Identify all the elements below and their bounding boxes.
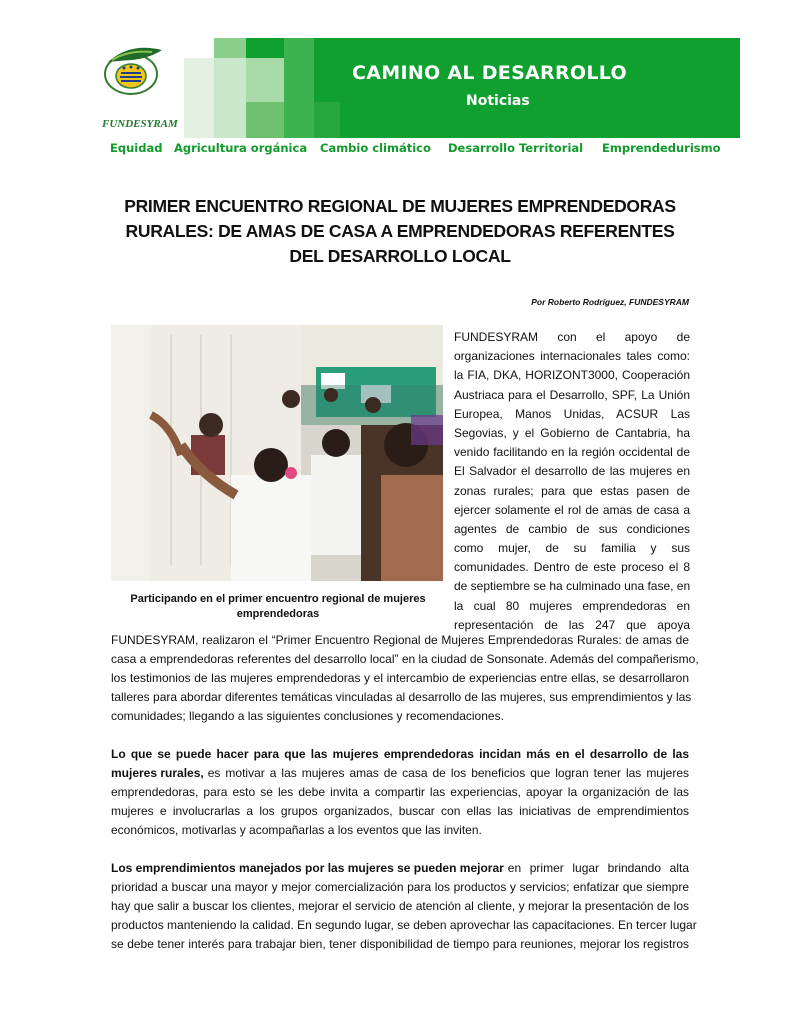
banner-title: CAMINO AL DESARROLLO (352, 62, 627, 84)
text-line: los testimonios de las mujeres emprendedoras y el intercambio de experiencias entre ellas, se desarrollaron (111, 671, 689, 685)
text-line: FUNDESYRAM, realizaron el “Primer Encuentro Regional de Mujeres Emprendedoras Rurales: de amas de (111, 633, 689, 647)
paragraph-intro (111, 631, 699, 726)
paragraph-recommendations (111, 745, 689, 840)
topic-cambio-climatico: Cambio climático (320, 141, 431, 155)
text-span: es motivar a las mujeres amas de casa de los beneficios que logran tener las mujeres (207, 766, 689, 780)
text-line: la cual 80 mujeres emprendedoras en (454, 598, 690, 613)
bold-text: Lo que se puede hacer para que las mujeres emprendedoras incidan más en el desarrollo de las (111, 747, 689, 761)
text-line: organizaciones internacionales tales como: (454, 349, 690, 364)
banner-tile (184, 58, 214, 138)
logo-text: FUNDESYRAM (102, 118, 178, 130)
article-photo (111, 325, 443, 581)
text-line: Segovias, y el Gobierno de Cantabria, ha (454, 425, 690, 440)
fundesyram-logo-icon (100, 40, 184, 100)
text-line: venido facilitando en la región occidental de (454, 445, 690, 460)
photo-caption: Participando en el primer encuentro regional de mujeres emprendedoras (130, 593, 426, 620)
text-line (111, 745, 689, 764)
text-line: Europea, Manos Unidas, ACSUR Las (454, 406, 690, 421)
topic-equidad: Equidad (110, 141, 163, 155)
text-line: Austriaca para el Desarrollo, SPF, La Unión (454, 387, 690, 402)
banner-tile (246, 58, 284, 102)
text-line: comunidades; llegando a las siguientes conclusiones y recomendaciones. (111, 709, 504, 723)
paragraph-improvements (111, 859, 697, 954)
article-author: Por Roberto Rodríguez, FUNDESYRAM (531, 297, 689, 307)
text-line: zonas rurales; para que estas pasen de (454, 483, 690, 498)
text-line: emprendedoras, para esto se les debe invita a compartir las experiencias, apoyar la organización de las (111, 785, 689, 799)
topic-emprendedurismo: Emprendedurismo (602, 141, 721, 155)
text-line: comunidades. Dentro de este proceso el 8 (454, 560, 690, 575)
topics-bar (110, 141, 730, 159)
text-line (111, 764, 689, 783)
text-line: económicos, motivarlas y acompañarlas a los eventos que las inviten. (111, 823, 482, 837)
text-line: productos manteniendo la calidad. En segundo lugar, se deben aprovechar las capacitaciones. En tercer lugar (111, 918, 697, 932)
topic-agricultura: Agricultura orgánica (174, 141, 308, 155)
text-line: hay que salir a buscar los clientes, mejorar el servicio de atención al cliente, y mejorar la presentación de los (111, 899, 689, 913)
text-line (111, 859, 689, 878)
text-line: talleres para abordar diferentes temáticas vinculadas al desarrollo de las mujeres, sus emprendimientos y las (111, 690, 692, 704)
topic-desarrollo-territorial: Desarrollo Territorial (448, 141, 584, 155)
text-line: ejercer solamente el rol de amas de casa a (454, 502, 690, 517)
bold-text: mujeres rurales, (111, 766, 204, 780)
banner-tile (184, 38, 214, 58)
article-column-text (454, 328, 690, 635)
text-line: casa a emprendedoras referentes del desarrollo local” en la ciudad de Sonsonate. Además del compañerismo, (111, 652, 699, 666)
text-line: la FIA, DKA, HORIZONT3000, Cooperación (454, 368, 690, 383)
text-line: prioridad a buscar una mayor y mejor comercialización para los productos y servicios; enfatizar que siempre (111, 880, 689, 894)
text-line: FUNDESYRAM con el apoyo de (454, 330, 690, 344)
banner-tile (284, 38, 314, 138)
bold-text: Los emprendimientos manejados por las mujeres se pueden mejorar (111, 861, 504, 875)
banner-tile (314, 102, 340, 138)
text-line: representación de las 247 que apoya (454, 617, 690, 632)
banner-tile (214, 58, 246, 138)
text-line: El Salvador el desarrollo de las mujeres en (454, 464, 690, 479)
header-banner (100, 38, 740, 138)
banner-subtitle: Noticias (466, 93, 530, 109)
text-line: se debe tener interés para trabajar bien, tener disponibilidad de tiempo para reuniones, mejorar los registros (111, 937, 689, 951)
text-line: como mujer, de su familia y sus (454, 541, 690, 556)
text-line: mujeres e involucrarlas a los grupos organizados, buscar con ellas las iniciativas de emprendimientos (111, 804, 689, 818)
banner-tile (214, 38, 246, 58)
text-span: en primer lugar brindando alta (507, 861, 689, 875)
banner-tile (246, 102, 284, 138)
text-line: de septiembre se ha culminado una fase, en (454, 579, 691, 594)
article-headline: PRIMER ENCUENTRO REGIONAL DE MUJERES EMPRENDEDORAS RURALES: DE AMAS DE CASA A EMPRENDEDORAS REFERENTES DEL DESARROLLO LOCAL (124, 196, 676, 266)
text-line: agentes de cambio de sus condiciones (454, 521, 690, 536)
